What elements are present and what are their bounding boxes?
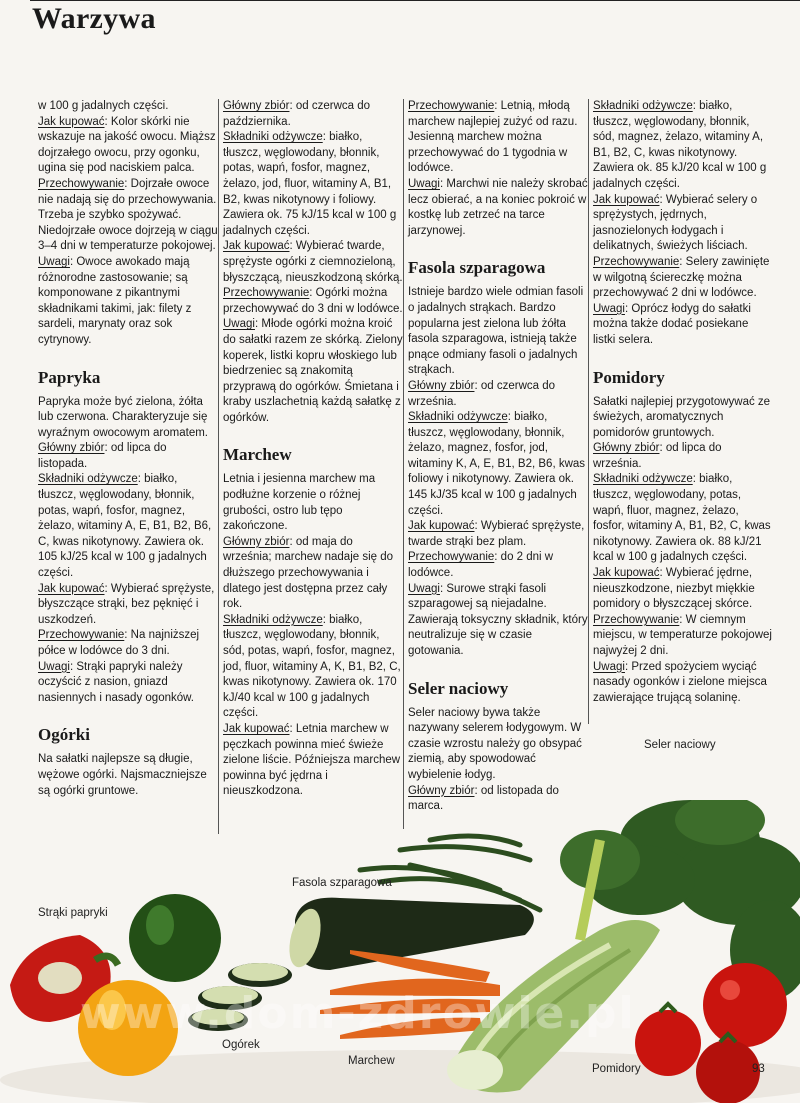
text: : białko, tłuszcz, węglowodany, błonnik, żelazo, magnez, fosfor, jod, witaminy K, A, E, B1, B2, B6, kwas foliowy i nikotynowy. Zawiera ok. 145 kJ/35 kcal w 100 g jadalnych części. <box>408 411 586 517</box>
paragraph <box>408 582 588 660</box>
keyword: Główny zbiór <box>408 379 475 392</box>
section-heading-pomidory: Pomidory <box>593 367 665 387</box>
paragraph <box>593 566 773 613</box>
keyword: Uwagi <box>593 302 625 315</box>
keyword: Przechowywanie <box>408 551 495 564</box>
text: : Na najniższej półce w lodówce do 3 dni. <box>38 629 200 657</box>
text-column-3 <box>408 99 588 815</box>
paragraph: Papryka może być zielona, żółta lub czerwona. Charakteryzuje się wyraźnym owocowym aromatem. <box>38 395 208 439</box>
paragraph: Na sałatki najlepsze są długie, wężowe ogórki. Najsmaczniejsze są ogórki gruntowe. <box>38 753 207 797</box>
keyword: Jak kupować <box>408 520 475 533</box>
page-title: Warzywa <box>32 2 156 35</box>
keyword: Uwagi <box>38 255 70 268</box>
paragraph <box>223 613 403 722</box>
keyword: Uwagi <box>223 318 255 331</box>
vegetables-photo <box>0 800 800 1103</box>
keyword: Przechowywanie <box>223 287 310 300</box>
text: : białko, tłuszcz, węglowodany, błonnik, sód, magnez, żelazo, witaminy A, B1, B2, C, kwas nikotynowy. Zawiera ok. 85 kJ/20 kcal w 100 g jadalnych części. <box>593 100 767 190</box>
text-column-4 <box>593 99 773 706</box>
keyword: Uwagi <box>408 177 440 190</box>
text: : Surowe strąki fasoli szparagowej są niejadalne. Zawierają toksyczny składnik, który neutralizuje się w czasie gotowania. <box>408 582 588 657</box>
column-separator <box>588 99 589 724</box>
paragraph <box>38 115 218 177</box>
paragraph <box>593 302 773 349</box>
caption-ogorek: Ogórek <box>222 1039 260 1051</box>
paragraph <box>38 628 218 659</box>
text: : Wybierać jędrne, nieuszkodzone, niezbyt miękkie pomidory o błyszczącej skórce. <box>593 567 755 611</box>
text: : Wybierać selery o sprężystych, jędrnych, jasnozielonych łodygach i delikatnych, świeżych liściach. <box>593 193 758 253</box>
paragraph <box>408 550 588 581</box>
keyword: Przechowywanie <box>38 177 125 190</box>
paragraph <box>38 660 218 707</box>
keyword: Jak kupować <box>593 567 660 580</box>
text: : Selery zawinięte w wilgotną ściereczkę można przechowywać 2 dni w lodówce. <box>593 255 770 300</box>
paragraph <box>38 472 218 581</box>
keyword: Przechowywanie <box>593 613 680 626</box>
text: : od czerwca do października. <box>223 100 371 128</box>
column-separator <box>218 99 219 834</box>
text: : Oprócz łodyg do sałatki można także dodać posiekane listki selera. <box>593 302 751 346</box>
caption-fasola: Fasola szparagowa <box>292 877 392 889</box>
paragraph: w 100 g jadalnych części. <box>38 100 169 112</box>
paragraph <box>38 177 218 255</box>
text: : białko, tłuszcz, węglowodany, błonnik, potas, wapń, fosfor, magnez, żelazo, jod, fluor, witaminy A, B1, B2, kwas nikotynowy i foliowy. Zawiera ok. 75 kJ/15 kcal w 100 g jadalnych części. <box>223 131 397 237</box>
text: : do 2 dni w lodówce. <box>408 551 554 580</box>
keyword: Jak kupować <box>223 240 290 253</box>
caption-papryka: Strąki papryki <box>38 907 108 919</box>
text: : Letnią, młodą marchew najlepiej zużyć od razu. Jesienną marchew można przechowywać do 1 tygodnia w lodówce. <box>408 100 578 175</box>
text: : W ciemnym miejscu, w temperaturze pokojowej najwyżej 2 dni. <box>593 613 772 657</box>
paragraph <box>38 255 218 349</box>
section-heading-seler: Seler naciowy <box>408 678 509 698</box>
paragraph <box>223 130 403 239</box>
paragraph <box>223 317 403 426</box>
keyword: Składniki odżywcze <box>38 473 138 486</box>
keyword: Główny zbiór <box>223 100 290 112</box>
caption-seler: Seler naciowy <box>644 739 716 751</box>
paragraph <box>408 177 588 239</box>
paragraph <box>408 519 588 550</box>
text: : Wybierać sprężyste, twarde strąki bez plam. <box>408 520 585 548</box>
text: : Ogórki można przechowywać do 3 dni w lodówce. <box>223 287 403 315</box>
section-heading-ogorki: Ogórki <box>38 725 90 745</box>
text: : Wybierać twarde, sprężyste ogórki z ciemnozieloną, błyszczącą, nieuszkodzoną skórką. <box>223 240 403 284</box>
page-number: 93 <box>752 1063 765 1075</box>
keyword: Główny zbiór <box>38 442 105 455</box>
top-rule <box>30 0 800 1</box>
paragraph <box>593 193 773 255</box>
keyword: Przechowywanie <box>38 629 125 642</box>
paragraph <box>223 239 403 286</box>
watermark: www.dom-zdrowie.pl <box>80 988 636 1039</box>
paragraph: Seler naciowy bywa także nazywany selerem łodygowym. W czasie wzrostu należy go obsypać ziemią, aby spowodować wybielenie łodyg. <box>408 706 582 781</box>
text: : od listopada do marca. <box>408 784 559 813</box>
paragraph <box>223 535 403 613</box>
keyword: Główny zbiór <box>223 535 290 548</box>
keyword: Przechowywanie <box>593 255 680 268</box>
text: : od czerwca do września. <box>408 379 556 408</box>
paragraph: Istnieje bardzo wiele odmian fasoli o jadalnych strąkach. Bardzo popularna jest zielona lub żółta fasola szparagowa, istnieją także pnące odmiany fasoli o jadalnych strąkach. <box>408 286 584 377</box>
keyword: Główny zbiór <box>593 442 660 455</box>
paragraph <box>593 472 773 566</box>
text: : Wybierać sprężyste, błyszczące strąki, bez pęknięć i uszkodzeń. <box>38 582 215 626</box>
keyword: Składniki odżywcze <box>593 473 693 486</box>
text: : białko, tłuszcz, węglowodany, błonnik, sód, potas, wapń, fosfor, magnez, jod, fluor, witaminy A, K, B1, B2, C, kwas nikotynowy. Zawiera ok. 170 kJ/40 kcal w 100 g jadalnych części. <box>223 613 401 720</box>
keyword: Uwagi <box>38 660 70 673</box>
text-column-2 <box>223 99 403 800</box>
keyword: Jak kupować <box>223 722 290 735</box>
keyword: Składniki odżywcze <box>223 613 323 626</box>
paragraph <box>408 410 588 519</box>
keyword: Uwagi <box>593 660 625 673</box>
caption-pomidory: Pomidory <box>592 1063 641 1075</box>
keyword: Przechowywanie <box>408 100 495 112</box>
paragraph <box>593 99 773 193</box>
text: : Młode ogórki można kroić do sałatki razem ze skórką. Zielony koperek, listki kopru włoskiego lub biedrzeniec są znakomitą przyprawą do ogórków. Śmietana i kraby uszlachetnią każdą sałatkę z ogórków. <box>223 318 403 424</box>
text: : Przed spożyciem wyciąć nasady ogonków i zielone miejsca zawierające trującą solaninę. <box>593 660 767 704</box>
green-pepper <box>129 894 221 982</box>
section-heading-papryka: Papryka <box>38 367 101 387</box>
paragraph <box>408 379 588 410</box>
keyword: Jak kupować <box>38 115 105 128</box>
section-heading-fasola: Fasola szparagowa <box>408 258 546 278</box>
paragraph <box>223 286 403 317</box>
paragraph <box>223 722 403 800</box>
text: : Dojrzałe owoce nie nadają się do przechowywania. Trzeba je szybko spożywać. Niedojrzałe owoce dojrzeją w ciągu 3–4 dni w temperaturze pokojowej. <box>38 177 218 253</box>
paragraph <box>223 99 403 130</box>
keyword: Składniki odżywcze <box>408 411 508 424</box>
keyword: Uwagi <box>408 582 440 595</box>
keyword: Główny zbiór <box>408 784 475 797</box>
text: : Owoce awokado mają różnorodne zastosowanie; są komponowane z pikantnymi składnikami takimi, jak: filety z sardeli, marynaty oraz sok cytrynowy. <box>38 255 192 346</box>
keyword: Składniki odżywcze <box>223 131 323 144</box>
text: : od lipca do września. <box>593 442 722 470</box>
text-column-1 <box>38 99 218 799</box>
keyword: Składniki odżywcze <box>593 100 693 112</box>
paragraph <box>408 99 588 177</box>
section-heading-marchew: Marchew <box>223 445 292 465</box>
keyword: Jak kupować <box>593 193 660 206</box>
paragraph <box>593 255 773 302</box>
paragraph: Letnia i jesienna marchew ma podłużne korzenie o różnej grubości, ostro lub tępo zakończone. <box>223 473 376 533</box>
text: : Strąki papryki należy oczyścić z nasion, gniazd nasiennych i nasady ogonków. <box>38 660 194 704</box>
paragraph <box>38 441 218 472</box>
text: : białko, tłuszcz, węglowodany, potas, wapń, fluor, magnez, żelazo, fosfor, witaminy A, B1, B2, C, kwas nikotynowy. Zawiera ok. 88 kJ/21 kcal w 100 g jadalnych części. <box>593 473 771 564</box>
column-separator <box>403 99 404 829</box>
paragraph <box>593 660 773 707</box>
paragraph <box>38 582 218 629</box>
text: : Letnia marchew w pęczkach powinna mieć świeże zielone liście. Późniejsza marchew powinna być jędrna i nieuszkodzona. <box>223 722 401 798</box>
text: : od lipca do listopada. <box>38 442 167 470</box>
text: : Marchwi nie należy skrobać lecz obierać, a na koniec pokroić w kostkę lub zetrzeć na tarce jarzynowej. <box>408 177 588 237</box>
keyword: Jak kupować <box>38 582 105 595</box>
paragraph: Sałatki najlepiej przygotowywać ze świeżych, aromatycznych pomidorów gruntowych. <box>593 395 771 439</box>
green-beans <box>360 836 540 910</box>
caption-marchew: Marchew <box>348 1055 395 1067</box>
text: : od maja do września; marchew nadaje się do dłuższego przechowywania i dlatego jest dostępna przez cały rok. <box>223 535 394 611</box>
paragraph <box>593 441 773 472</box>
paragraph <box>593 613 773 660</box>
text: : białko, tłuszcz, węglowodany, błonnik, potas, wapń, fosfor, magnez, żelazo, witaminy A, E, B1, B2, B6, C, kwas nikotynowy. Zawiera ok. 105 kJ/25 kcal w 100 g jadalnych części. <box>38 473 212 580</box>
text: : Kolor skórki nie wskazuje na jakość owocu. Miąższ dojrzałego owocu, przy ogonku, ugina się pod naciskiem palca. <box>38 115 216 175</box>
